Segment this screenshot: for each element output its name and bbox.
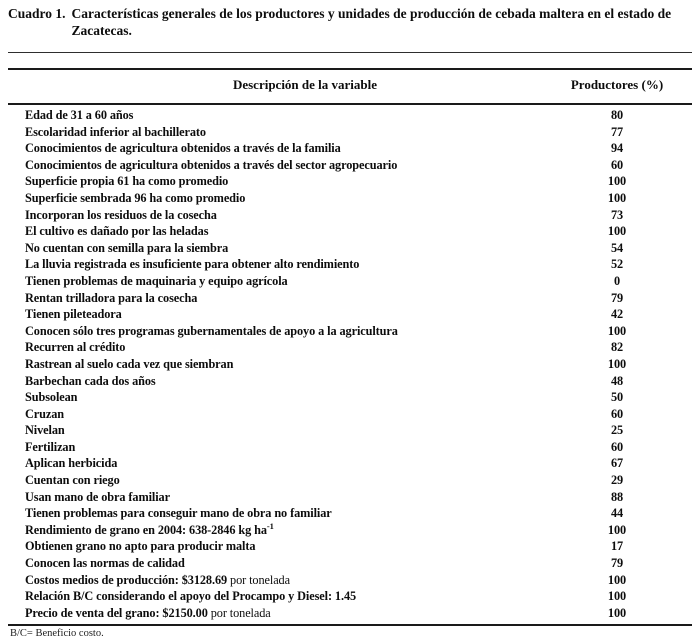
table-row (8, 124, 692, 141)
column-header-descripcion: Descripción de la variable (232, 77, 378, 92)
row-value: 29 (610, 473, 624, 488)
table-row (8, 323, 692, 340)
row-label: Superficie sembrada 96 ha como promedio (25, 190, 246, 205)
row-value: 100 (607, 224, 627, 239)
row-value: 100 (607, 589, 627, 604)
row-value: 77 (610, 124, 624, 139)
row-value: 94 (610, 141, 624, 156)
row-label: Tienen pileteadora (25, 307, 122, 322)
table-row (8, 339, 692, 356)
row-label: Obtienen grano no apto para producir malta (25, 539, 256, 554)
table-row (8, 356, 692, 373)
row-value: 0 (613, 273, 621, 288)
row-value: 73 (610, 207, 624, 222)
row-label: Rastrean al suelo cada vez que siembran (25, 356, 234, 371)
row-label: Conocen las normas de calidad (25, 556, 185, 571)
table-row (8, 240, 692, 257)
row-value: 42 (610, 307, 624, 322)
table-row (8, 422, 692, 439)
table-caption-text: Características generales de los productores y unidades de producción de cebada maltera en el estado de Zacatecas. (71, 6, 672, 38)
row-value: 17 (610, 539, 624, 554)
table-top-rule (8, 52, 692, 53)
row-value: 80 (610, 108, 624, 122)
row-value: 25 (610, 423, 624, 438)
row-value: 60 (610, 157, 624, 172)
row-label: Conocimientos de agricultura obtenidos a través de la familia (25, 141, 341, 156)
row-label: Conocimientos de agricultura obtenidos a través del sector agropecuario (25, 157, 398, 172)
row-label: No cuentan con semilla para la siembra (25, 240, 229, 255)
row-value: 54 (610, 240, 624, 255)
table-row (8, 107, 692, 124)
row-value: 88 (610, 489, 624, 504)
table-row (8, 505, 692, 522)
table-row (8, 522, 692, 539)
table-row (8, 455, 692, 472)
table-row (8, 157, 692, 174)
row-label: Cruzan (25, 406, 65, 421)
row-value: 50 (610, 390, 624, 405)
row-value: 52 (610, 257, 624, 272)
row-label: Superficie propia 61 ha como promedio (25, 174, 229, 189)
row-value: 100 (607, 356, 627, 371)
row-value: 100 (607, 572, 627, 587)
table-row (8, 588, 692, 605)
table-header-row (8, 77, 692, 93)
table-row (8, 439, 692, 456)
row-value: 100 (607, 174, 627, 189)
table-row (8, 290, 692, 307)
table-row (8, 190, 692, 207)
table-row (8, 472, 692, 489)
row-label: Rendimiento de grano en 2004: 638-2846 kg $ha^{-1}$ (25, 521, 274, 537)
row-label: Relación B/C considerando el apoyo del Procampo y Diesel: 1.45 (25, 589, 357, 604)
row-value: 48 (610, 373, 624, 388)
row-label: Tienen problemas de maquinaria y equipo agrícola (25, 273, 288, 288)
row-value: 100 (607, 323, 627, 338)
row-value: 100 (607, 190, 627, 205)
row-value: 44 (610, 506, 624, 521)
table-row (8, 572, 692, 589)
table-row (8, 538, 692, 555)
table-row (8, 256, 692, 273)
row-label: Costos medios de producción: $3128.69 por tonelada (25, 572, 290, 587)
table-caption-label: Cuadro 1. (8, 6, 66, 21)
row-label: Precio de venta del grano: $2150.00 por tonelada (25, 605, 271, 620)
table-row (8, 373, 692, 390)
row-label: Aplican herbicida (25, 456, 118, 471)
header-top-rule (8, 68, 692, 70)
table-row (8, 605, 692, 622)
row-value: 100 (607, 605, 627, 620)
header-bottom-rule (8, 103, 692, 105)
row-value: 60 (610, 439, 624, 454)
row-label: Cuentan con riego (25, 473, 120, 488)
row-value: 60 (610, 406, 624, 421)
row-label: Recurren al crédito (25, 340, 126, 355)
row-value: 79 (610, 290, 624, 305)
table-body (8, 107, 692, 621)
table-row (8, 273, 692, 290)
column-header-productores: Productores (%) (570, 77, 664, 92)
row-label: Incorporan los residuos de la cosecha (25, 207, 217, 222)
row-label: La lluvia registrada es insuficiente para obtener alto rendimiento (25, 257, 360, 272)
row-label: Nivelan (25, 423, 65, 438)
table-row (8, 406, 692, 423)
table-row (8, 389, 692, 406)
row-value: 82 (610, 340, 624, 355)
row-label: Usan mano de obra familiar (25, 489, 170, 504)
row-value: 67 (610, 456, 624, 471)
table-row (8, 555, 692, 572)
row-label: Conocen sólo tres programas gubernamentales de apoyo a la agricultura (25, 323, 398, 338)
row-label: Fertilizan (25, 439, 76, 454)
table-row (8, 140, 692, 157)
table-caption (8, 5, 692, 39)
row-label: Barbechan cada dos años (25, 373, 156, 388)
row-value: 100 (607, 522, 627, 537)
table-bottom-rule (8, 624, 692, 626)
table-row (8, 207, 692, 224)
row-label: Tienen problemas para conseguir mano de obra no familiar (25, 506, 332, 521)
row-label: Rentan trilladora para la cosecha (25, 290, 198, 305)
row-label: Subsolean (25, 390, 78, 405)
table-row (8, 489, 692, 506)
row-label: Edad de 31 a 60 años (25, 108, 134, 122)
row-label: El cultivo es dañado por las heladas (25, 224, 209, 239)
table-row (8, 223, 692, 240)
footnote: B/C= Beneficio costo. (10, 628, 104, 639)
row-value: 79 (610, 556, 624, 571)
table-row (8, 173, 692, 190)
row-label: Escolaridad inferior al bachillerato (25, 124, 206, 139)
table-row (8, 306, 692, 323)
